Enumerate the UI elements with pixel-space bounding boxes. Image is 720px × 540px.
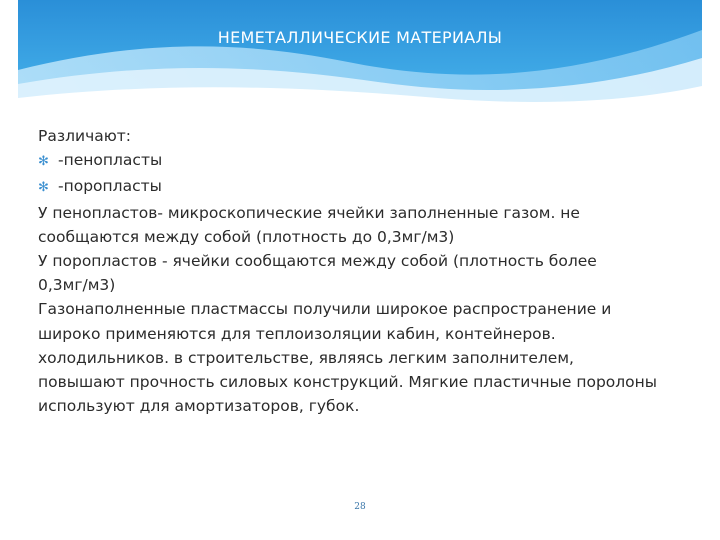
paragraph-line: сообщаются между собой (плотность до 0,3мг/м3): [38, 227, 455, 246]
paragraph-line: Газонаполненные пластмассы получили широкое распространение и: [38, 300, 612, 319]
slide-body: [38, 124, 668, 418]
paragraph-line: используют для амортизаторов, губок.: [38, 397, 360, 416]
paragraph-line: У поропластов - ячейки сообщаются между собой (плотность более: [38, 252, 597, 271]
page-number: 28: [354, 502, 366, 512]
paragraph-line: широко применяются для теплоизоляции кабин, контейнеров.: [38, 324, 556, 343]
snowflake-bullet-icon: ✻: [38, 180, 49, 196]
bullet-item: [38, 148, 668, 174]
paragraph-line: 0,3мг/м3): [38, 276, 116, 295]
bullet-text: -пенопласты: [58, 151, 163, 170]
intro-line: Различают:: [38, 127, 132, 145]
bullet-item: [38, 174, 668, 200]
paragraph-line: У пенопластов- микроскопические ячейки заполненные газом. не: [38, 203, 580, 222]
bullet-text: -поропласты: [58, 177, 162, 196]
paragraph-line: повышают прочность силовых конструкций. Мягкие пластичные поролоны: [38, 373, 658, 392]
slide-title: НЕМЕТАЛЛИЧЕСКИЕ МАТЕРИАЛЫ: [217, 28, 503, 47]
paragraph-line: холодильников. в строительстве, являясь легким заполнителем,: [38, 348, 574, 367]
header-wave-banner: [18, 0, 702, 108]
snowflake-bullet-icon: ✻: [38, 154, 49, 170]
